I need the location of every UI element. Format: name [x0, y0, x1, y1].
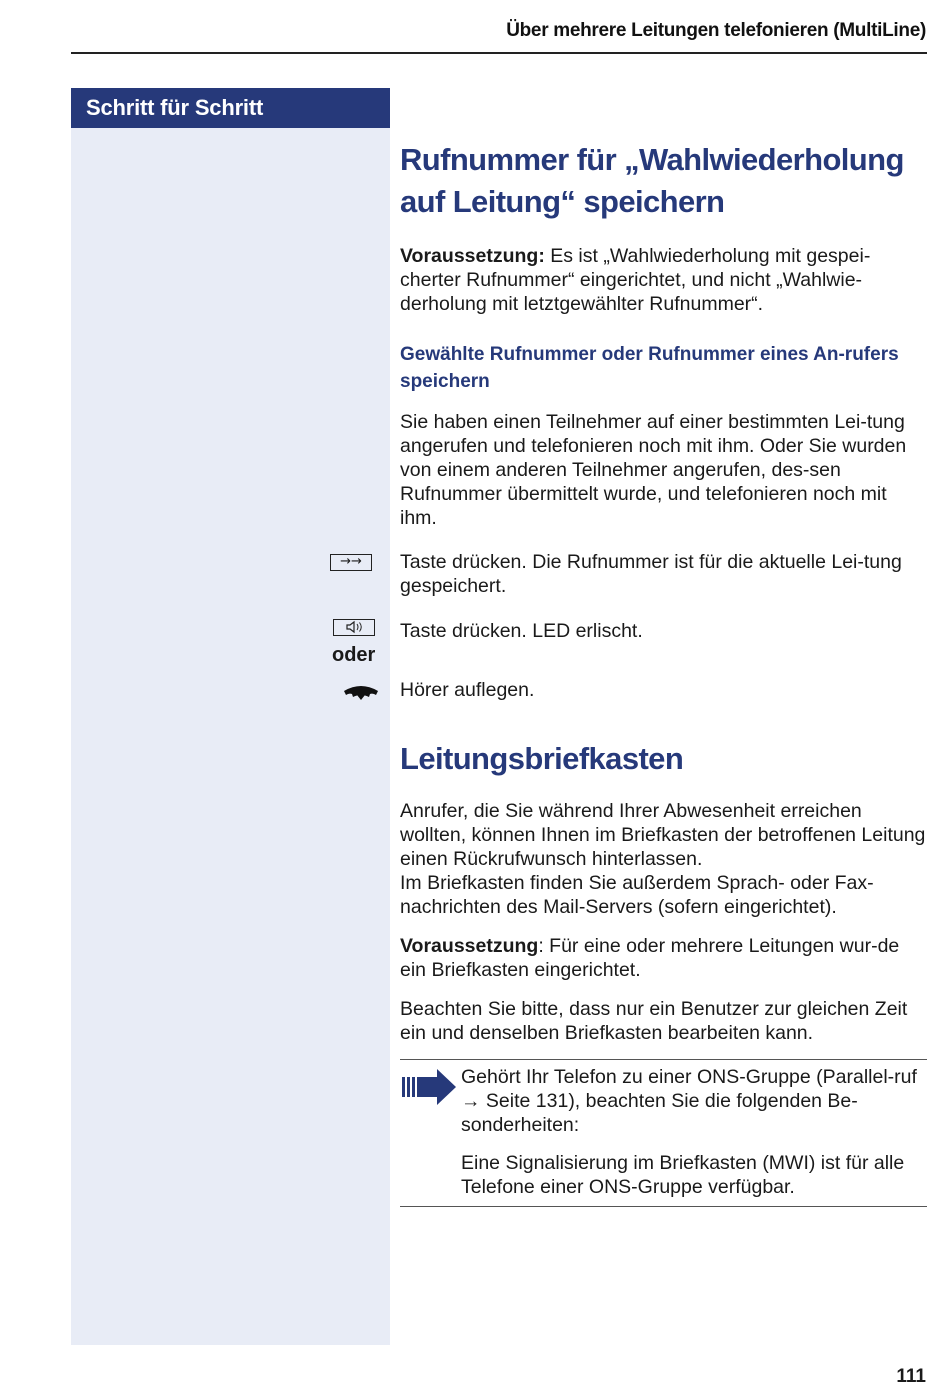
subheading: Gewählte Rufnummer oder Rufnummer eines An-rufers speichern — [400, 344, 899, 392]
step-2-text: Taste drücken. LED erlischt. — [400, 620, 643, 642]
note-arrow-icon — [401, 1068, 457, 1111]
note-text-1: Gehört Ihr Telefon zu einer ONS-Gruppe (Parallel-ruf → Seite 131), beachten Sie die folgenden Be-sonderheiten: — [461, 1066, 917, 1136]
mailbox-paragraph-1: Anrufer, die Sie während Ihrer Abwesenheit erreichen wollten, können Ihnen im Briefkasten der betroffenen Leitung einen Rückrufwunsch hinterlassen. Im Briefkasten finden Sie außerdem Sprach- oder Fax-nachrichten des Mail-Servers (sofern eingerichtet). — [400, 800, 926, 918]
page-header-title: Über mehrere Leitungen telefonieren (MultiLine) — [506, 20, 926, 41]
prerequisite-paragraph-1: Voraussetzung: Es ist „Wahlwiederholung mit gespei-cherter Rufnummer“ eingerichtet, und nicht „Wahlwie-derholung mit letztgewählter Rufnummer“. — [400, 245, 871, 315]
sidebar-title: Schritt für Schritt — [71, 88, 390, 128]
section-title-2: Leitungsbriefkasten — [400, 741, 684, 776]
speaker-key-icon — [333, 619, 375, 639]
arrow-right-icon: → — [461, 1090, 481, 1112]
or-label: oder — [332, 644, 376, 666]
header-divider — [71, 52, 927, 54]
sidebar-column — [71, 88, 390, 1345]
intro-paragraph: Sie haben einen Teilnehmer auf einer bestimmten Lei-tung angerufen und telefonieren noch mit ihm. Oder Sie wurden von einem anderen Teilnehmer angerufen, des-sen Rufnummer übermittelt wurde, und telefonieren noch mit ihm. — [400, 411, 907, 529]
page-number: 111 — [896, 1366, 926, 1387]
handset-icon — [342, 683, 380, 708]
note-bottom-rule — [400, 1206, 927, 1207]
speaker-icon — [335, 620, 374, 634]
note-top-rule — [400, 1059, 927, 1060]
section-title-1: Rufnummer für „Wahlwiederholung auf Leitung“ speichern — [400, 142, 904, 219]
step-3-text: Hörer auflegen. — [400, 679, 535, 701]
redial-key-icon: →→ — [330, 552, 372, 571]
note-text-2: Eine Signalisierung im Briefkasten (MWI) ist für alle Telefone einer ONS-Gruppe verfügbar. — [461, 1152, 905, 1198]
prerequisite-paragraph-2: Voraussetzung: Für eine oder mehrere Leitungen wur-de ein Briefkasten eingerichtet. — [400, 935, 900, 981]
step-1-text: Taste drücken. Die Rufnummer ist für die aktuelle Lei-tung gespeichert. — [400, 551, 902, 597]
mailbox-paragraph-3: Beachten Sie bitte, dass nur ein Benutzer zur gleichen Zeit ein und denselben Briefkasten bearbeiten kann. — [400, 998, 908, 1044]
